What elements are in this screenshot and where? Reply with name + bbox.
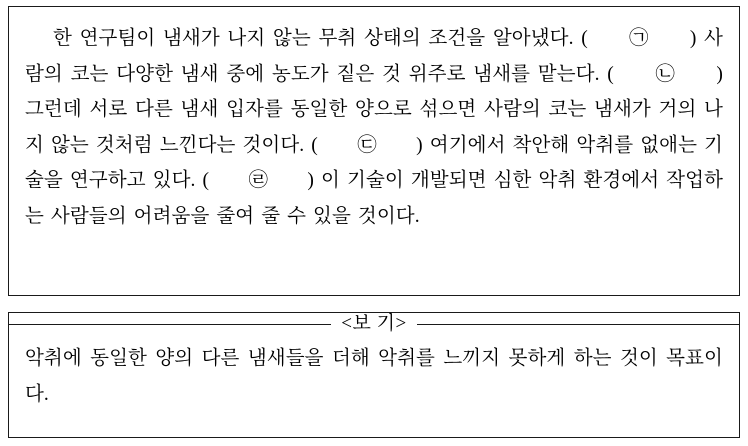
example-divider: [8, 324, 740, 325]
passage-paragraph: 한 연구팀이 냄새가 나지 않는 무취 상태의 조건을 알아냈다. ( ㉠ ) 사람의 코는 다양한 냄새 중에 농도가 짙은 것 위주로 냄새를 맡는다. ( ㉡ ) 그런데 서로 다른 냄새 입자를 동일한 양으로 섞으면 사람의 코는 냄새가 거의 나지 않는 것처럼 느낀다는 것이다. ( ㉢ ) 여기에서 착안해 악취를 없애는 기술을 연구하고 있다. ( ㉣ ) 이 기술이 개발되면 심한 악취 환경에서 작업하는 사람들의 어려움을 줄여 줄 수 있을 것이다.: [25, 28, 723, 227]
example-box: [8, 312, 740, 438]
example-paragraph: 악취에 동일한 양의 다른 냄새들을 더해 악취를 느끼지 못하게 하는 것이 목표이다.: [25, 348, 723, 405]
passage-text: [25, 21, 723, 234]
passage-box: [8, 6, 740, 296]
example-title: <보 기>: [331, 314, 416, 334]
example-text: [25, 341, 723, 412]
